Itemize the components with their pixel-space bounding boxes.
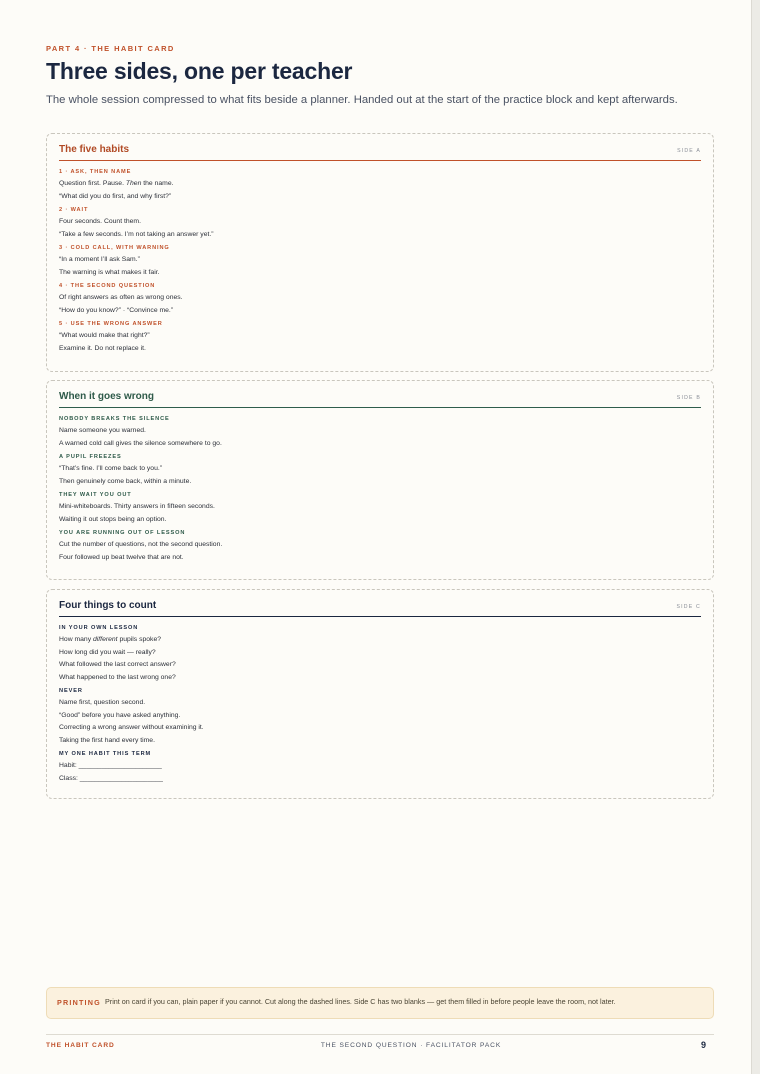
habit-item	[59, 168, 699, 203]
count-line: What happened to the last wrong one?	[59, 673, 176, 681]
problem-item	[59, 529, 699, 564]
habit-card-side-a	[46, 133, 714, 372]
habit-line: The warning is what makes it fair.	[59, 268, 160, 276]
problem-label: THEY WAIT YOU OUT	[59, 492, 132, 498]
section-label: MY ONE HABIT THIS TERM	[59, 751, 152, 757]
habit-label: 5 · USE THE WRONG ANSWER	[59, 321, 163, 327]
problem-label: YOU ARE RUNNING OUT OF LESSON	[59, 530, 186, 536]
never-line: Name first, question second.	[59, 699, 146, 706]
callout-text: Print on card if you can, plain paper if you cannot. Cut along the dashed lines. Side C has two blanks — get them filled in before people leave the room, not later.	[105, 997, 616, 1006]
side-label: SIDE C	[676, 604, 701, 610]
problem-item	[59, 453, 699, 488]
never-line: “Good” before you have asked anything.	[59, 711, 181, 719]
problem-line: Four followed up beat twelve that are not.	[59, 553, 184, 561]
problem-line: Cut the number of questions, not the second question.	[59, 541, 223, 548]
habit-card-side-c	[46, 589, 714, 799]
never-line: Correcting a wrong answer without examining it.	[59, 724, 204, 731]
habit-label: 4 · THE SECOND QUESTION	[59, 283, 156, 289]
side-label: SIDE A	[677, 148, 701, 154]
count-line: How many different pupils spoke?	[59, 636, 162, 643]
card-header	[59, 144, 701, 161]
habit-line: “How do you know?” · “Convince me.”	[59, 306, 174, 314]
habit-line: Question first. Pause. Then the name.	[59, 180, 174, 187]
class-blank-field: Class: ______________________	[59, 774, 163, 782]
habit-line: “What did you do first, and why first?”	[59, 192, 172, 200]
problem-line: Waiting it out stops being an option.	[59, 515, 167, 523]
habit-line: Of right answers as often as wrong ones.	[59, 294, 183, 301]
habit-line: “What would make that right?”	[59, 332, 150, 339]
problem-line: A warned cold call gives the silence somewhere to go.	[59, 439, 222, 447]
problem-label: A PUPIL FREEZES	[59, 454, 122, 460]
problem-line: Mini-whiteboards. Thirty answers in fifteen seconds.	[59, 503, 215, 510]
problem-line: Name someone you warned.	[59, 427, 146, 434]
printing-callout	[46, 987, 714, 1019]
problem-line: “That’s fine. I’ll come back to you.”	[59, 465, 163, 472]
side-label: SIDE B	[676, 395, 701, 401]
habit-label: 2 · WAIT	[59, 207, 89, 213]
card-title: When it goes wrong	[59, 391, 154, 402]
card-header	[59, 391, 701, 408]
count-section-my-habit	[59, 750, 699, 785]
habit-list	[59, 168, 699, 358]
count-list	[59, 624, 699, 788]
card-title: The five habits	[59, 144, 130, 155]
page-number: 9	[700, 1040, 706, 1050]
problem-item	[59, 491, 699, 526]
habit-line: “In a moment I’ll ask Sam.”	[59, 256, 140, 263]
section-label: NEVER	[59, 688, 83, 694]
card-header	[59, 600, 701, 617]
section-eyebrow: PART 4 · THE HABIT CARD	[46, 44, 175, 53]
section-label: IN YOUR OWN LESSON	[59, 625, 139, 631]
problem-list	[59, 415, 699, 567]
habit-item	[59, 320, 699, 355]
problem-label: NOBODY BREAKS THE SILENCE	[59, 416, 170, 422]
habit-blank-field: Habit: ______________________	[59, 762, 162, 769]
emphasis: Then	[125, 180, 142, 187]
count-section-never	[59, 687, 699, 747]
habit-label: 3 · COLD CALL, WITH WARNING	[59, 245, 170, 251]
problem-line: Then genuinely come back, within a minute.	[59, 477, 192, 485]
count-section-own-lesson	[59, 624, 699, 684]
footer-title: THE SECOND QUESTION · FACILITATOR PACK	[320, 1042, 502, 1049]
habit-label: 1 · ASK, THEN NAME	[59, 169, 132, 175]
footer-divider	[46, 1034, 714, 1035]
page-edge	[751, 0, 760, 1074]
intro-paragraph: The whole session compressed to what fits beside a planner. Handed out at the start of the practice block and kept afterwards.	[46, 94, 678, 106]
habit-item	[59, 282, 699, 317]
footer-section: THE HABIT CARD	[46, 1042, 115, 1049]
count-line: How long did you wait — really?	[59, 648, 156, 656]
page-title: Three sides, one per teacher	[46, 58, 353, 84]
callout-key: PRINTING	[57, 998, 101, 1007]
habit-item	[59, 206, 699, 241]
never-line: Taking the first hand every time.	[59, 736, 155, 744]
card-title: Four things to count	[59, 600, 157, 611]
emphasis: different	[93, 636, 118, 643]
habit-line: “Take a few seconds. I’m not taking an answer yet.”	[59, 230, 214, 238]
habit-card-side-b	[46, 380, 714, 580]
habit-item	[59, 244, 699, 279]
count-line: What followed the last correct answer?	[59, 661, 176, 668]
problem-item	[59, 415, 699, 450]
habit-line: Four seconds. Count them.	[59, 218, 141, 225]
habit-line: Examine it. Do not replace it.	[59, 344, 146, 352]
